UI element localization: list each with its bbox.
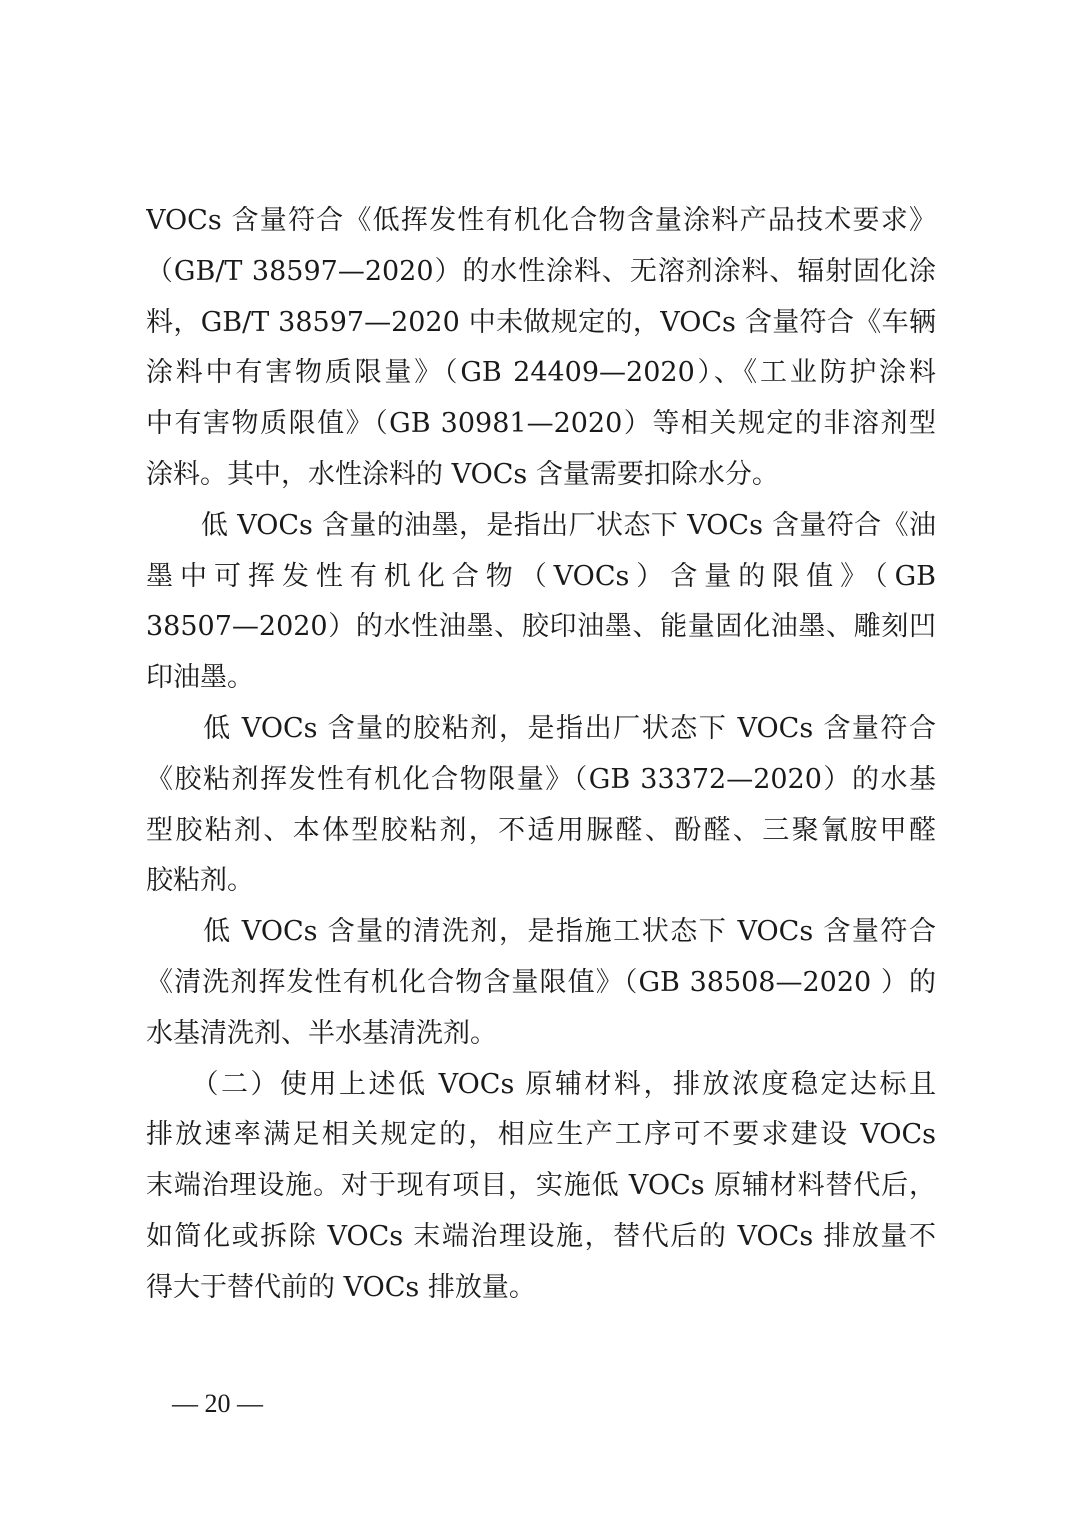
- text-line: 得大于替代前的 VOCs 排放量。: [146, 1271, 536, 1303]
- text-line: 墨中可挥发性有机化合物（VOCs）含量的限值》（GB: [146, 560, 936, 592]
- text-line: 中有害物质限值》（GB 30981—2020）等相关规定的非溶剂型: [146, 408, 936, 440]
- text-line: 涂料。其中，水性涂料的 VOCs 含量需要扣除水分。: [146, 458, 779, 490]
- text-line: （二）使用上述低 VOCs 原辅材料，排放浓度稳定达标且: [146, 1068, 936, 1100]
- text-line: 料，GB/T 38597—2020 中未做规定的，VOCs 含量符合《车辆: [146, 306, 936, 338]
- text-line: 排放速率满足相关规定的，相应生产工序可不要求建设 VOCs: [146, 1119, 936, 1151]
- text-line: 水基清洗剂、半水基清洗剂。: [146, 1017, 497, 1049]
- text-line: 型胶粘剂、本体型胶粘剂，不适用脲醛、酚醛、三聚氰胺甲醛: [146, 814, 936, 846]
- text-line: （GB/T 38597—2020）的水性涂料、无溶剂涂料、辐射固化涂: [146, 255, 936, 287]
- text-line: 低 VOCs 含量的油墨，是指出厂状态下 VOCs 含量符合《油: [146, 509, 936, 541]
- text-line: 低 VOCs 含量的清洗剂，是指施工状态下 VOCs 含量符合: [146, 916, 936, 948]
- text-line: 胶粘剂。: [146, 865, 254, 897]
- text-line: 印油墨。: [146, 662, 254, 694]
- text-line: 如简化或拆除 VOCs 末端治理设施，替代后的 VOCs 排放量不: [146, 1220, 936, 1252]
- text-line: 《清洗剂挥发性有机化合物含量限值》（GB 38508—2020 ）的: [146, 966, 936, 998]
- text-line: 低 VOCs 含量的胶粘剂，是指出厂状态下 VOCs 含量符合: [146, 712, 936, 744]
- body-text: [146, 196, 936, 1314]
- text-line: 《胶粘剂挥发性有机化合物限量》（GB 33372—2020）的水基: [146, 763, 936, 795]
- text-line: VOCs 含量符合《低挥发性有机化合物含量涂料产品技术要求》: [146, 205, 936, 236]
- page-number: — 20 —: [172, 1389, 263, 1418]
- text-line: 末端治理设施。对于现有项目，实施低 VOCs 原辅材料替代后，: [146, 1170, 936, 1202]
- text-line: 涂料中有害物质限量》（GB 24409—2020）、《工业防护涂料: [146, 357, 936, 389]
- text-line: 38507—2020）的水性油墨、胶印油墨、能量固化油墨、雕刻凹: [146, 611, 936, 643]
